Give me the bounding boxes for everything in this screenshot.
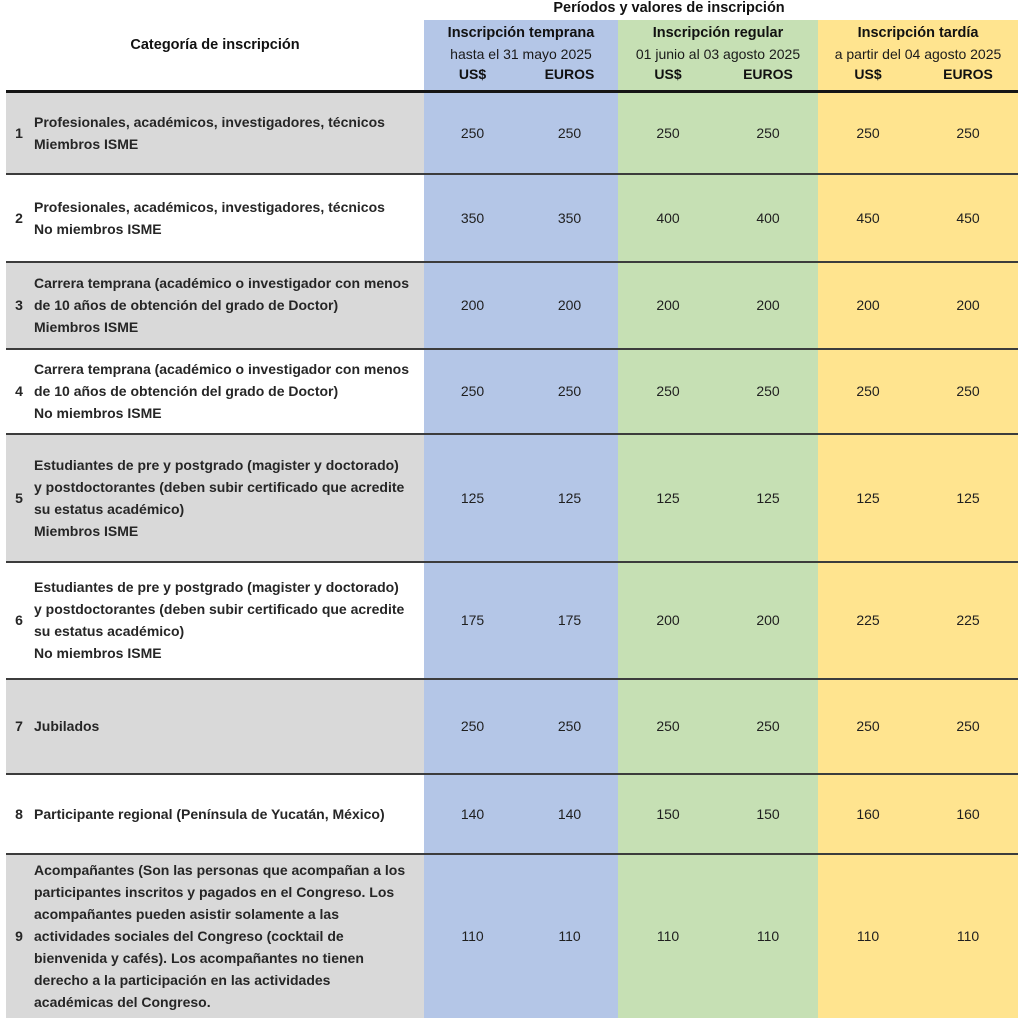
price-cell: 200: [718, 562, 818, 679]
price-cell: 250: [424, 349, 521, 434]
period-early-name: Inscripción temprana: [447, 24, 595, 41]
price-cell: 450: [918, 174, 1018, 262]
category-membership: No miembros ISME: [34, 645, 162, 661]
table-row: [6, 349, 1018, 434]
category-text: Estudiantes de pre y postgrado (magister y doctorado) y postdoctorantes (deben subir certificado que acredite su estatus académico): [34, 579, 405, 639]
price-cell: 125: [618, 434, 718, 562]
category-cell: [32, 92, 424, 174]
price-cell: 225: [818, 562, 918, 679]
row-number: 6: [6, 562, 32, 679]
price-cell: 400: [618, 174, 718, 262]
category-text: Profesionales, académicos, investigadores, técnicos: [34, 113, 385, 130]
price-cell: 450: [818, 174, 918, 262]
currency-euros-late: EUROS: [918, 66, 1018, 92]
row-number: 7: [6, 679, 32, 774]
row-number: 2: [6, 174, 32, 262]
table-row: [6, 562, 1018, 679]
category-cell: [32, 434, 424, 562]
category-text: Carrera temprana (académico o investigador con menos de 10 años de obtención del grado de Doctor): [34, 275, 410, 313]
price-cell: 110: [618, 854, 718, 1018]
title-row: [6, 0, 1018, 20]
registration-fees-table: [6, 0, 1018, 1018]
price-cell: 175: [521, 562, 618, 679]
period-late-name: Inscripción tardía: [857, 24, 979, 41]
price-cell: 125: [521, 434, 618, 562]
period-late-dates: a partir del 04 agosto 2025: [834, 45, 1002, 62]
price-cell: 250: [918, 92, 1018, 174]
price-cell: 250: [818, 92, 918, 174]
price-cell: 350: [521, 174, 618, 262]
category-text: Jubilados: [34, 718, 100, 734]
price-cell: 150: [718, 774, 818, 854]
period-regular-header: [618, 20, 818, 66]
table-row: [6, 774, 1018, 854]
price-cell: 125: [424, 434, 521, 562]
price-cell: 140: [521, 774, 618, 854]
row-number: 1: [6, 92, 32, 174]
page-title: Períodos y valores de inscripción: [424, 0, 1018, 20]
category-cell: [32, 349, 424, 434]
table-row: [6, 174, 1018, 262]
period-early-header: [424, 20, 618, 66]
category-membership: No miembros ISME: [34, 220, 162, 237]
category-text: Profesionales, académicos, investigadores, técnicos: [34, 198, 385, 215]
price-cell: 150: [618, 774, 718, 854]
price-cell: 250: [521, 679, 618, 774]
price-cell: 250: [521, 349, 618, 434]
price-cell: 250: [521, 92, 618, 174]
price-cell: 250: [618, 679, 718, 774]
category-membership: Miembros ISME: [34, 135, 139, 152]
row-number: 3: [6, 262, 32, 349]
period-regular-name: Inscripción regular: [652, 24, 784, 41]
table-row: [6, 854, 1018, 1018]
price-cell: 250: [424, 92, 521, 174]
price-cell: 250: [618, 92, 718, 174]
price-cell: 250: [618, 349, 718, 434]
category-cell: [32, 774, 424, 854]
category-cell: [32, 679, 424, 774]
price-cell: 200: [424, 262, 521, 349]
table-header: [6, 0, 1018, 92]
table-row: [6, 92, 1018, 174]
price-cell: 160: [818, 774, 918, 854]
category-column-header: Categoría de inscripción: [6, 0, 424, 92]
price-cell: 110: [718, 854, 818, 1018]
price-cell: 250: [424, 679, 521, 774]
currency-usd-late: US$: [818, 66, 918, 92]
table-row: [6, 434, 1018, 562]
currency-euros-regular: EUROS: [718, 66, 818, 92]
price-cell: 110: [918, 854, 1018, 1018]
price-cell: 200: [521, 262, 618, 349]
price-cell: 200: [818, 262, 918, 349]
price-cell: 250: [718, 92, 818, 174]
row-number: 4: [6, 349, 32, 434]
price-cell: 160: [918, 774, 1018, 854]
currency-euros-early: EUROS: [521, 66, 618, 92]
price-cell: 250: [818, 679, 918, 774]
category-membership: Miembros ISME: [34, 319, 139, 335]
category-membership: No miembros ISME: [34, 405, 162, 421]
price-cell: 200: [918, 262, 1018, 349]
category-text: Carrera temprana (académico o investigador con menos de 10 años de obtención del grado de Doctor): [34, 361, 410, 399]
price-cell: 400: [718, 174, 818, 262]
period-late-header: [818, 20, 1018, 66]
currency-usd-regular: US$: [618, 66, 718, 92]
table-row: [6, 262, 1018, 349]
price-cell: 250: [918, 679, 1018, 774]
category-cell: [32, 262, 424, 349]
category-text: Participante regional (Península de Yucatán, México): [34, 805, 385, 822]
row-number: 8: [6, 774, 32, 854]
price-cell: 200: [718, 262, 818, 349]
price-cell: 110: [424, 854, 521, 1018]
price-cell: 110: [521, 854, 618, 1018]
category-cell: [32, 562, 424, 679]
price-cell: 110: [818, 854, 918, 1018]
category-cell: [32, 854, 424, 1018]
price-cell: 200: [618, 262, 718, 349]
table-body: [6, 92, 1018, 1018]
price-cell: 250: [918, 349, 1018, 434]
table-row: [6, 679, 1018, 774]
price-cell: 250: [718, 349, 818, 434]
price-cell: 175: [424, 562, 521, 679]
price-cell: 125: [918, 434, 1018, 562]
price-cell: 125: [818, 434, 918, 562]
row-number: 5: [6, 434, 32, 562]
currency-usd-early: US$: [424, 66, 521, 92]
price-cell: 140: [424, 774, 521, 854]
price-cell: 200: [618, 562, 718, 679]
category-cell: [32, 174, 424, 262]
price-cell: 350: [424, 174, 521, 262]
category-text: Acompañantes (Son las personas que acompañan a los participantes inscritos y pagados en el Congreso. Los acompañantes pueden asistir solamente a las actividades sociales del Congreso (cocktail de bienvenida y cafés). Los acompañantes no tienen derecho a la participación en las actividades académicas del Congreso.: [34, 862, 406, 1010]
price-cell: 125: [718, 434, 818, 562]
row-number: 9: [6, 854, 32, 1018]
period-regular-dates: 01 junio al 03 agosto 2025: [635, 45, 801, 62]
price-cell: 250: [718, 679, 818, 774]
price-cell: 250: [818, 349, 918, 434]
category-membership: Miembros ISME: [34, 522, 139, 539]
period-early-dates: hasta el 31 mayo 2025: [450, 45, 592, 62]
price-cell: 225: [918, 562, 1018, 679]
category-text: Estudiantes de pre y postgrado (magister y doctorado) y postdoctorantes (deben subir certificado que acredite su estatus académico): [34, 456, 405, 517]
